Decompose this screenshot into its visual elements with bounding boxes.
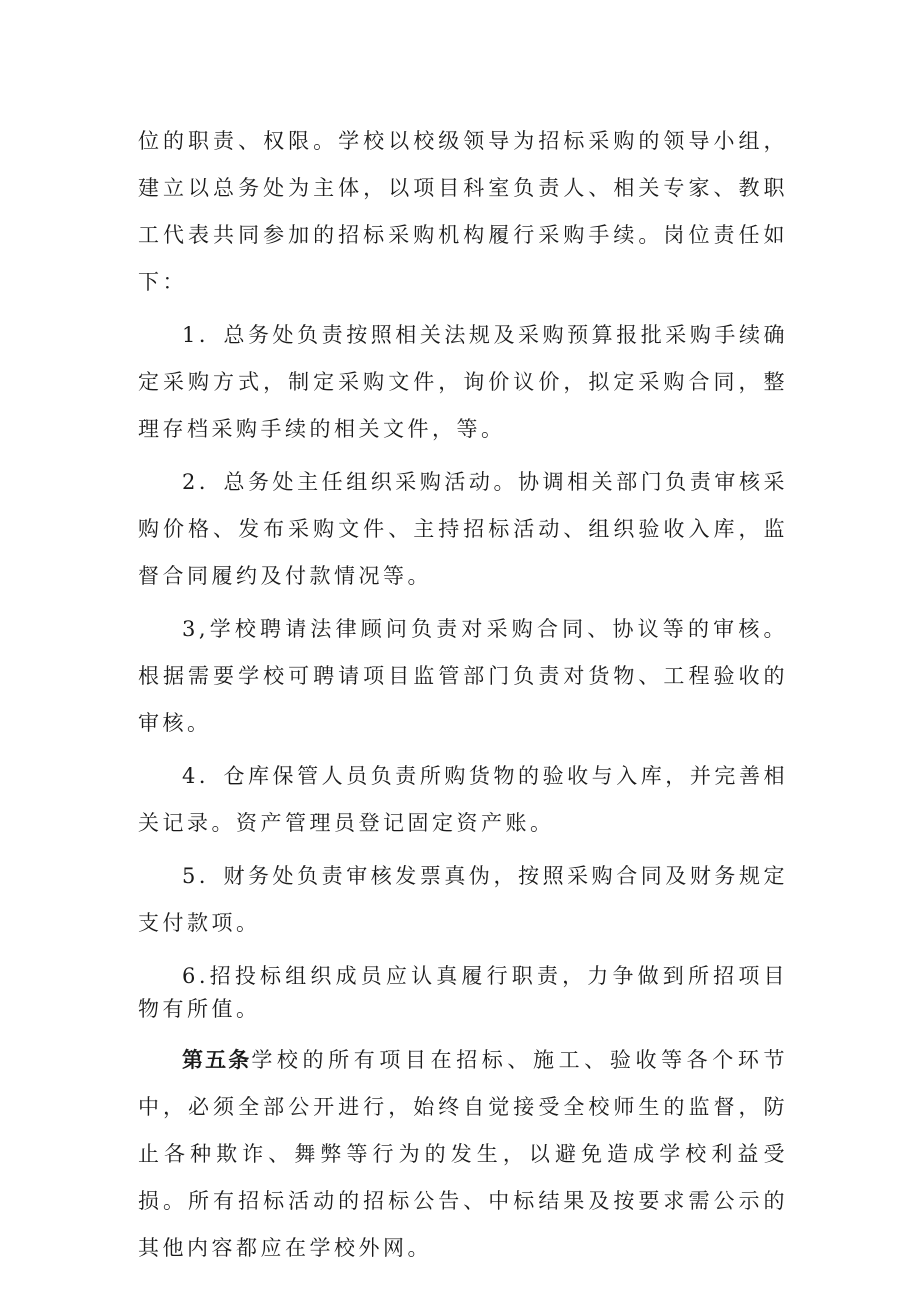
duty-item-2: 2．总务处主任组织采购活动。协调相关部门负责审核采购价格、发布采购文件、主持招标活动、组织验收入库，监督合同履约及付款情况等。 — [138, 470, 788, 588]
duty-item-1: 1．总务处负责按照相关法规及采购预算报批采购手续确定采购方式，制定采购文件，询价议价，拟定采购合同，整理存档采购手续的相关文件，等。 — [138, 323, 788, 441]
duty-item-6: 6.招投标组织成员应认真履行职责，力争做到所招项目物有所值。 — [138, 964, 788, 1021]
duty-item-3: 3,学校聘请法律顾问负责对采购合同、协议等的审核。根据需要学校可聘请项目监管部门负责对货物、工程验收的审核。 — [138, 617, 788, 735]
duty-item-4: 4．仓库保管人员负责所购货物的验收与入库，并完善相关记录。资产管理员登记固定资产账。 — [138, 764, 788, 835]
document-page — [138, 118, 788, 1272]
article-5-body: 学校的所有项目在招标、施工、验收等各个环节中，必须全部公开进行，始终自觉接受全校师生的监督，防止各种欺诈、舞弊等行为的发生，以避免造成学校利益受损。所有招标活动的招标公告、中标结果及按要求需公示的其他内容都应在学校外网。 — [138, 1048, 789, 1260]
article-5-heading: 第五条 — [182, 1048, 252, 1072]
intro-paragraph: 位的职责、权限。学校以校级领导为招标采购的领导小组，建立以总务处为主体，以项目科室负责人、相关专家、教职工代表共同参加的招标采购机构履行采购手续。岗位责任如下： — [138, 129, 788, 294]
duty-item-5: 5．财务处负责审核发票真伪，按照采购合同及财务规定支付款项。 — [138, 864, 788, 935]
article-5-paragraph — [138, 1037, 788, 1272]
